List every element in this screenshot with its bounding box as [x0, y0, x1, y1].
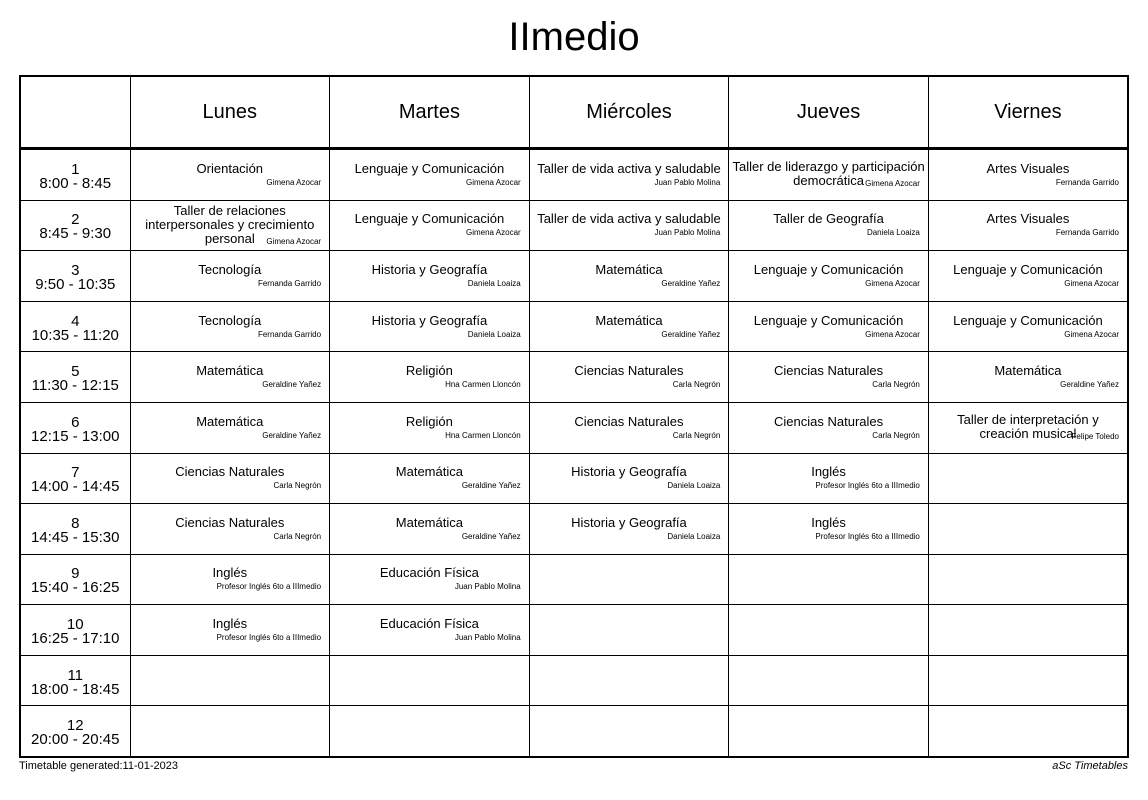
period-time: 20:00 - 20:45 — [31, 731, 120, 749]
lesson-cell — [729, 251, 929, 302]
lesson-cell — [330, 655, 530, 706]
teacher-label: Juan Pablo Molina — [454, 633, 521, 643]
lesson-cell — [529, 655, 729, 706]
lesson-cell — [529, 301, 729, 352]
subject-label: Historia y Geografía — [371, 312, 488, 328]
subject-label: Ciencias Naturales — [574, 413, 684, 429]
teacher-label: Gimena Azocar — [1064, 329, 1119, 339]
teacher-label: Gimena Azocar — [865, 329, 920, 339]
period-number: 10 — [66, 616, 84, 634]
day-header: Jueves — [729, 76, 929, 149]
period-number: 2 — [71, 211, 80, 229]
period-time: 9:50 - 10:35 — [35, 275, 116, 293]
subject-label: Taller de liderazgo y participación democrática — [732, 159, 925, 189]
subject-label: Inglés — [212, 565, 248, 581]
lesson-cell — [330, 504, 530, 555]
teacher-label: Profesor Inglés 6to a IIImedio — [216, 582, 322, 592]
lesson-cell — [928, 605, 1128, 656]
period-row — [20, 200, 1128, 251]
lesson-cell — [130, 200, 330, 251]
corner-cell — [20, 76, 130, 149]
teacher-label: Daniela Loaiza — [866, 228, 920, 238]
period-row — [20, 251, 1128, 302]
subject-label: Taller de interpretación y creación musical — [957, 412, 1099, 442]
subject-label: Inglés — [811, 464, 846, 480]
teacher-label: Juan Pablo Molina — [654, 228, 721, 238]
period-header — [20, 200, 130, 251]
teacher-label: Fernanda Garrido — [1055, 177, 1119, 187]
subject-label: Historia y Geografía — [571, 514, 687, 530]
teacher-label: Profesor Inglés 6to a IIImedio — [815, 481, 920, 491]
period-header — [20, 352, 130, 403]
lesson-cell — [130, 655, 330, 706]
period-time: 15:40 - 16:25 — [31, 579, 120, 597]
lesson-cell — [928, 149, 1128, 201]
subject-label: Orientación — [196, 160, 264, 176]
lesson-cell — [529, 504, 729, 555]
period-header — [20, 301, 130, 352]
teacher-label: Juan Pablo Molina — [654, 177, 721, 187]
lesson-cell — [729, 605, 929, 656]
period-time: 11:30 - 12:15 — [31, 377, 119, 395]
period-header — [20, 605, 130, 656]
day-header: Lunes — [130, 76, 330, 149]
lesson-cell — [529, 402, 729, 453]
subject-label: Ciencias Naturales — [175, 464, 285, 480]
period-number: 5 — [71, 363, 80, 381]
brand-label: aSc Timetables — [1052, 760, 1128, 772]
period-row — [20, 605, 1128, 656]
period-header — [20, 655, 130, 706]
subject-label: Lenguaje y Comunicación — [354, 160, 505, 176]
period-number: 7 — [71, 464, 80, 482]
period-row — [20, 453, 1128, 504]
subject-label: Lenguaje y Comunicación — [753, 312, 904, 328]
teacher-label: Gimena Azocar — [465, 228, 521, 238]
lesson-cell — [729, 149, 929, 201]
lesson-cell — [729, 554, 929, 605]
timetable-body — [20, 149, 1128, 758]
subject-label: Taller de vida activa y saludable — [537, 211, 721, 227]
subject-label: Ciencias Naturales — [175, 514, 285, 530]
day-header: Miércoles — [529, 76, 729, 149]
lesson-cell — [330, 301, 530, 352]
period-number: 12 — [66, 717, 84, 735]
teacher-label: Carla Negrón — [672, 430, 721, 440]
period-time: 10:35 - 11:20 — [31, 326, 119, 344]
teacher-label: Juan Pablo Molina — [454, 582, 521, 592]
teacher-label: Hna Carmen Lloncón — [445, 380, 521, 390]
teacher-label: Fernanda Garrido — [257, 278, 322, 288]
teacher-label: Gimena Azocar — [1064, 278, 1119, 288]
lesson-cell — [529, 200, 729, 251]
period-row — [20, 149, 1128, 201]
subject-label: Matemática — [196, 363, 264, 379]
period-header — [20, 706, 130, 757]
period-header — [20, 149, 130, 201]
subject-label: Matemática — [994, 363, 1062, 379]
lesson-cell — [130, 149, 330, 201]
subject-label: Matemática — [196, 413, 264, 429]
lesson-cell — [529, 149, 729, 201]
subject-label: Tecnología — [198, 261, 262, 277]
teacher-label: Profesor Inglés 6to a IIImedio — [216, 633, 322, 643]
lesson-cell — [729, 453, 929, 504]
subject-label: Matemática — [595, 261, 663, 277]
subject-label: Matemática — [395, 514, 463, 530]
subject-label: Inglés — [212, 616, 248, 632]
timetable — [19, 75, 1129, 758]
subject-label: Taller de Geografía — [773, 211, 884, 227]
teacher-label: Gimena Azocar — [266, 236, 322, 246]
subject-label: Lenguaje y Comunicación — [354, 211, 505, 227]
generated-note: Timetable generated:11-01-2023 — [19, 760, 178, 772]
period-time: 8:45 - 9:30 — [39, 225, 112, 243]
period-number: 3 — [71, 261, 80, 279]
period-number: 8 — [71, 514, 80, 532]
subject-label: Taller de relaciones interpersonales y crecimiento personal — [145, 202, 315, 246]
period-row — [20, 655, 1128, 706]
subject-label: Educación Física — [379, 616, 479, 632]
lesson-cell — [529, 706, 729, 757]
subject-label: Historia y Geografía — [371, 261, 488, 277]
teacher-label: Carla Negrón — [872, 430, 920, 440]
lesson-cell — [928, 301, 1128, 352]
lesson-cell — [928, 251, 1128, 302]
teacher-label: Carla Negrón — [872, 380, 920, 390]
lesson-cell — [130, 504, 330, 555]
teacher-label: Carla Negrón — [273, 481, 322, 491]
subject-label: Religión — [405, 413, 453, 429]
lesson-cell — [130, 251, 330, 302]
teacher-label: Gimena Azocar — [865, 179, 920, 189]
teacher-label: Daniela Loaiza — [667, 481, 721, 491]
lesson-cell — [130, 706, 330, 757]
period-row — [20, 706, 1128, 757]
header-row — [20, 76, 1128, 149]
teacher-label: Geraldine Yañez — [262, 430, 322, 440]
lesson-cell — [729, 706, 929, 757]
period-number: 11 — [67, 666, 84, 684]
teacher-label: Carla Negrón — [672, 380, 721, 390]
teacher-label: Fernanda Garrido — [1055, 228, 1119, 238]
period-time: 12:15 - 13:00 — [31, 427, 120, 445]
subject-label: Artes Visuales — [986, 160, 1070, 176]
lesson-cell — [330, 706, 530, 757]
lesson-cell — [928, 554, 1128, 605]
lesson-cell — [729, 352, 929, 403]
subject-label: Matemática — [395, 464, 463, 480]
lesson-cell — [330, 605, 530, 656]
period-time: 14:45 - 15:30 — [31, 528, 120, 546]
lesson-cell — [330, 149, 530, 201]
page-title: IImedio — [508, 15, 640, 59]
lesson-cell — [130, 301, 330, 352]
lesson-cell — [529, 554, 729, 605]
period-number: 6 — [71, 413, 80, 431]
lesson-cell — [729, 402, 929, 453]
period-number: 4 — [71, 312, 80, 330]
teacher-label: Geraldine Yañez — [262, 380, 322, 390]
lesson-cell — [330, 200, 530, 251]
teacher-label: Geraldine Yañez — [1060, 380, 1119, 390]
lesson-cell — [729, 504, 929, 555]
subject-label: Ciencias Naturales — [774, 413, 884, 429]
subject-label: Ciencias Naturales — [574, 363, 684, 379]
lesson-cell — [928, 453, 1128, 504]
lesson-cell — [130, 554, 330, 605]
lesson-cell — [928, 706, 1128, 757]
teacher-label: Profesor Inglés 6to a IIImedio — [815, 531, 920, 541]
period-time: 14:00 - 14:45 — [31, 478, 120, 496]
teacher-label: Carla Negrón — [273, 531, 322, 541]
lesson-cell — [529, 453, 729, 504]
teacher-label: Geraldine Yañez — [461, 531, 521, 541]
lesson-cell — [729, 200, 929, 251]
lesson-cell — [330, 453, 530, 504]
lesson-cell — [529, 605, 729, 656]
subject-label: Inglés — [811, 514, 846, 530]
lesson-cell — [729, 301, 929, 352]
subject-label: Matemática — [595, 312, 663, 328]
subject-label: Lenguaje y Comunicación — [953, 261, 1103, 277]
subject-label: Taller de vida activa y saludable — [537, 160, 721, 176]
subject-label: Historia y Geografía — [571, 464, 687, 480]
period-time: 18:00 - 18:45 — [31, 680, 120, 698]
subject-label: Educación Física — [379, 565, 479, 581]
period-time: 16:25 - 17:10 — [31, 630, 120, 648]
lesson-cell — [330, 251, 530, 302]
teacher-label: Geraldine Yañez — [661, 278, 721, 288]
subject-label: Artes Visuales — [986, 211, 1070, 227]
teacher-label: Daniela Loaiza — [467, 329, 521, 339]
teacher-label: Gimena Azocar — [865, 278, 920, 288]
period-row — [20, 402, 1128, 453]
period-row — [20, 301, 1128, 352]
subject-label: Lenguaje y Comunicación — [953, 312, 1103, 328]
teacher-label: Felipe Toledo — [1071, 432, 1119, 442]
period-number: 9 — [71, 565, 80, 583]
lesson-cell — [130, 453, 330, 504]
period-header — [20, 402, 130, 453]
lesson-cell — [928, 402, 1128, 453]
day-header: Viernes — [928, 76, 1128, 149]
lesson-cell — [529, 251, 729, 302]
lesson-cell — [130, 605, 330, 656]
period-header — [20, 554, 130, 605]
teacher-label: Geraldine Yañez — [661, 329, 721, 339]
subject-label: Tecnología — [198, 312, 262, 328]
period-row — [20, 504, 1128, 555]
period-header — [20, 504, 130, 555]
lesson-cell — [330, 554, 530, 605]
period-number: 1 — [71, 160, 80, 178]
lesson-cell — [130, 352, 330, 403]
period-header — [20, 453, 130, 504]
period-header — [20, 251, 130, 302]
lesson-cell — [529, 352, 729, 403]
teacher-label: Geraldine Yañez — [461, 481, 521, 491]
subject-label: Ciencias Naturales — [774, 363, 884, 379]
lesson-cell — [330, 352, 530, 403]
period-time: 8:00 - 8:45 — [39, 174, 112, 192]
teacher-label: Fernanda Garrido — [257, 329, 322, 339]
teacher-label: Gimena Azocar — [266, 177, 322, 187]
lesson-cell — [130, 402, 330, 453]
day-header: Martes — [330, 76, 530, 149]
lesson-cell — [928, 352, 1128, 403]
lesson-cell — [928, 655, 1128, 706]
teacher-label: Daniela Loaiza — [667, 531, 721, 541]
period-row — [20, 352, 1128, 403]
lesson-cell — [330, 402, 530, 453]
lesson-cell — [928, 504, 1128, 555]
lesson-cell — [729, 655, 929, 706]
subject-label: Lenguaje y Comunicación — [753, 261, 904, 277]
lesson-cell — [928, 200, 1128, 251]
teacher-label: Gimena Azocar — [465, 177, 521, 187]
teacher-label: Daniela Loaiza — [467, 278, 521, 288]
teacher-label: Hna Carmen Lloncón — [445, 430, 521, 440]
period-row — [20, 554, 1128, 605]
subject-label: Religión — [405, 363, 453, 379]
